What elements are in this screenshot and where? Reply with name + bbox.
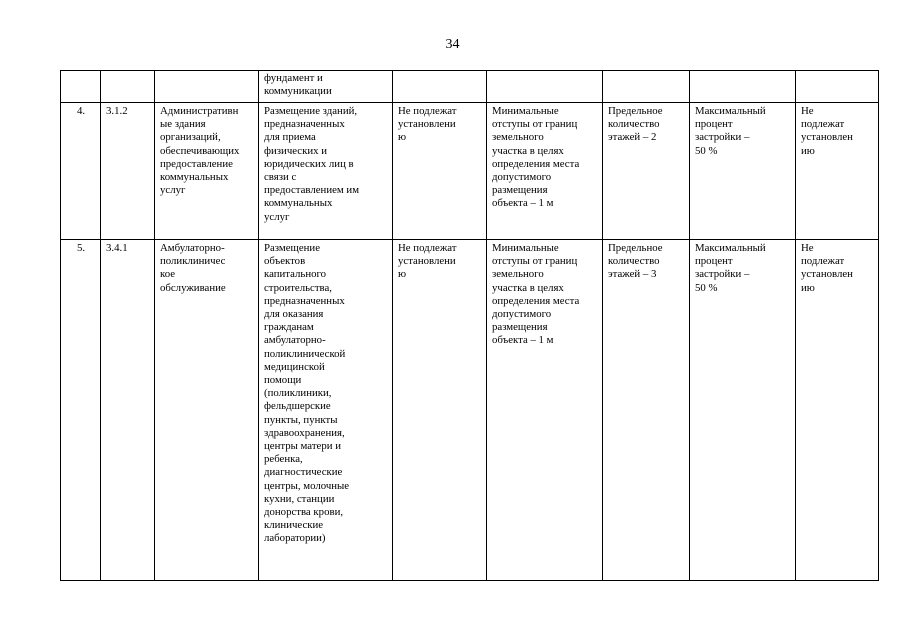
setbacks-cell: Минимальные отступы от границ земельного участка в целях определения места допустимого размещения объекта – 1 м xyxy=(487,103,603,240)
other-cell xyxy=(796,71,879,103)
coverage-cell: Максимальный процент застройки – 50 % xyxy=(690,240,796,581)
table-row xyxy=(61,103,879,240)
code-cell: 3.4.1 xyxy=(101,240,155,581)
floors-cell xyxy=(603,71,690,103)
area-limit-cell: Не подлежат установлени ю xyxy=(393,240,487,581)
coverage-cell: Максимальный процент застройки – 50 % xyxy=(690,103,796,240)
other-cell: Не подлежат установлен ию xyxy=(796,103,879,240)
table-row xyxy=(61,240,879,581)
setbacks-cell: Минимальные отступы от границ земельного участка в целях определения места допустимого размещения объекта – 1 м xyxy=(487,240,603,581)
use-name-cell: Амбулаторно- поликлиничес кое обслуживание xyxy=(155,240,259,581)
floors-cell: Предельное количество этажей – 3 xyxy=(603,240,690,581)
area-limit-cell xyxy=(393,71,487,103)
description-cell: Размещение зданий, предназначенных для приема физических и юридических лиц в связи с предоставлением им коммунальных услуг xyxy=(259,103,393,240)
floors-cell: Предельное количество этажей – 2 xyxy=(603,103,690,240)
code-cell: 3.1.2 xyxy=(101,103,155,240)
setbacks-cell xyxy=(487,71,603,103)
table-row xyxy=(61,71,879,103)
zoning-table xyxy=(60,70,879,581)
description-cell: Размещение объектов капитального строительства, предназначенных для оказания гражданам амбулаторно- поликлинической медицинской помощи (поликлиники, фельдшерские пункты, пункты здравоохранения, центры матери и ребенка, диагностические центры, молочные кухни, станции донорства крови, клинические лаборатории) xyxy=(259,240,393,581)
use-name-cell: Административн ые здания организаций, обеспечивающих предоставление коммунальных услуг xyxy=(155,103,259,240)
row-number-cell: 5. xyxy=(61,240,101,581)
other-cell: Не подлежат установлен ию xyxy=(796,240,879,581)
page-number: 34 xyxy=(445,37,460,52)
description-cell: фундамент и коммуникации xyxy=(259,71,393,103)
row-number-cell xyxy=(61,71,101,103)
coverage-cell xyxy=(690,71,796,103)
area-limit-cell: Не подлежат установлени ю xyxy=(393,103,487,240)
code-cell xyxy=(101,71,155,103)
row-number-cell: 4. xyxy=(61,103,101,240)
use-name-cell xyxy=(155,71,259,103)
